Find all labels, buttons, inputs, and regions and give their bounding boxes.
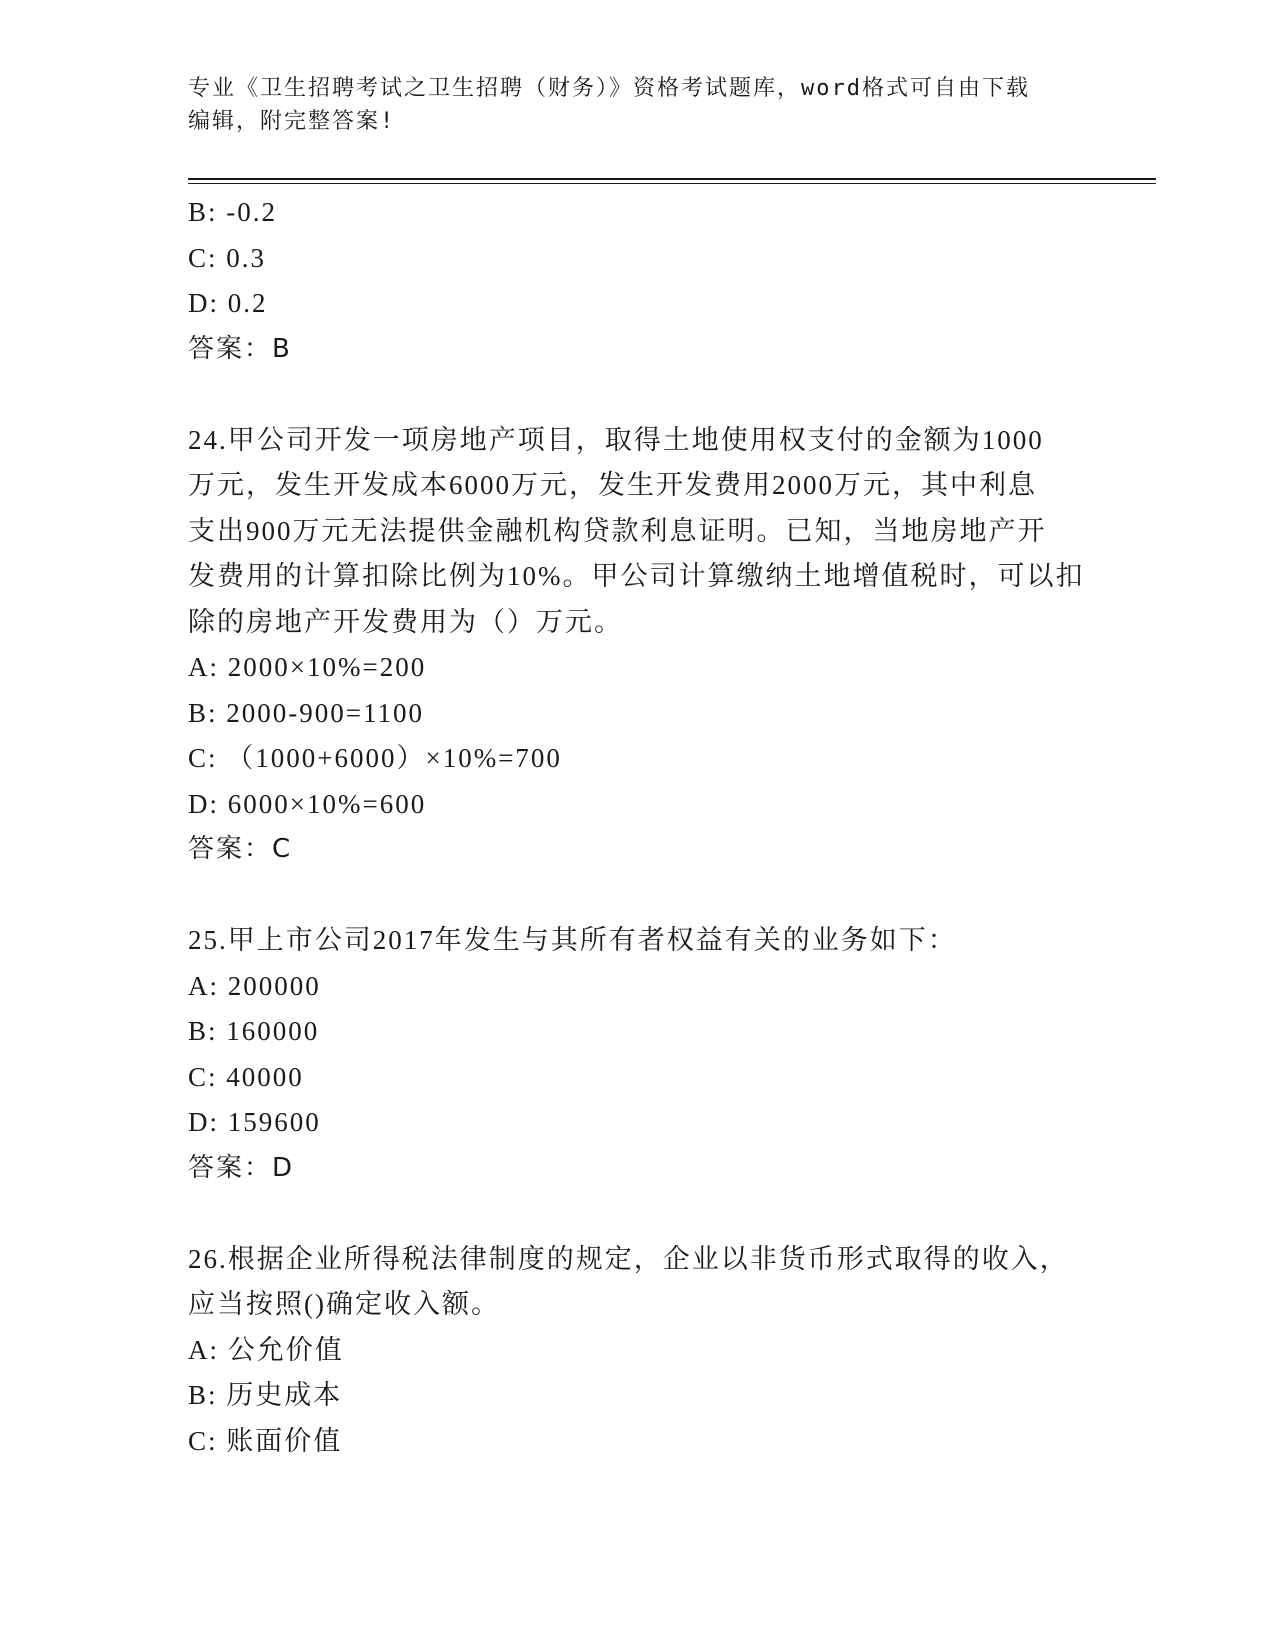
option-a: A: 2000×10%=200 <box>188 652 427 682</box>
option-d: D: 0.2 <box>188 288 268 318</box>
question-23-tail <box>188 190 1088 372</box>
option-b: B: 历史成本 <box>188 1380 343 1410</box>
question-text-line: 发费用的计算扣除比例为10%。甲公司计算缴纳土地增值税时，可以扣 <box>188 561 1085 591</box>
question-list <box>188 190 1088 1464</box>
header-line-2: 编辑，附完整答案! <box>188 109 396 134</box>
question-spacer <box>188 372 1088 418</box>
option-b: B: 160000 <box>188 1016 320 1046</box>
option-d: D: 6000×10%=600 <box>188 788 427 819</box>
answer-line: 答案：C <box>188 834 293 864</box>
option-b: B: 2000-900=1100 <box>188 697 424 728</box>
option-a: A: 200000 <box>188 970 321 1001</box>
question-text-line: 除的房地产开发费用为（）万元。 <box>188 606 623 637</box>
question-26 <box>188 1237 1088 1465</box>
header-divider-thick <box>188 178 1156 180</box>
question-text-line: 25.甲上市公司2017年发生与其所有者权益有关的业务如下： <box>188 925 957 955</box>
answer-line: 答案：B <box>188 333 292 364</box>
question-text-line: 万元，发生开发成本6000万元，发生开发费用2000万元，其中利息 <box>188 470 1037 500</box>
question-text-line: 24.甲公司开发一项房地产项目，取得土地使用权支付的金额为1000 <box>188 424 1044 455</box>
answer-line: 答案：D <box>188 1152 295 1183</box>
option-a: A: 公允价值 <box>188 1334 344 1365</box>
question-24 <box>188 418 1088 873</box>
option-d: D: 159600 <box>188 1107 321 1137</box>
question-text-line: 支出900万元无法提供金融机构贷款利息证明。已知，当地房地产开 <box>188 515 1047 546</box>
header-divider-thin <box>188 183 1156 184</box>
question-spacer <box>188 1191 1088 1237</box>
header-line-1: 专业《卫生招聘考试之卫生招聘（财务）》资格考试题库，word格式可自由下载 <box>188 76 1030 101</box>
question-spacer <box>188 873 1088 919</box>
option-b: B: -0.2 <box>188 197 278 227</box>
document-header <box>188 72 1088 138</box>
option-c: C: 账面价值 <box>188 1425 343 1456</box>
question-text-line: 26.根据企业所得税法律制度的规定，企业以非货币形式取得的收入， <box>188 1243 1069 1274</box>
question-text-line: 应当按照()确定收入额。 <box>188 1289 500 1319</box>
question-25 <box>188 918 1088 1191</box>
option-c: C: 0.3 <box>188 242 267 273</box>
option-c: C: 40000 <box>188 1061 304 1092</box>
option-c: C: （1000+6000）×10%=700 <box>188 743 562 773</box>
